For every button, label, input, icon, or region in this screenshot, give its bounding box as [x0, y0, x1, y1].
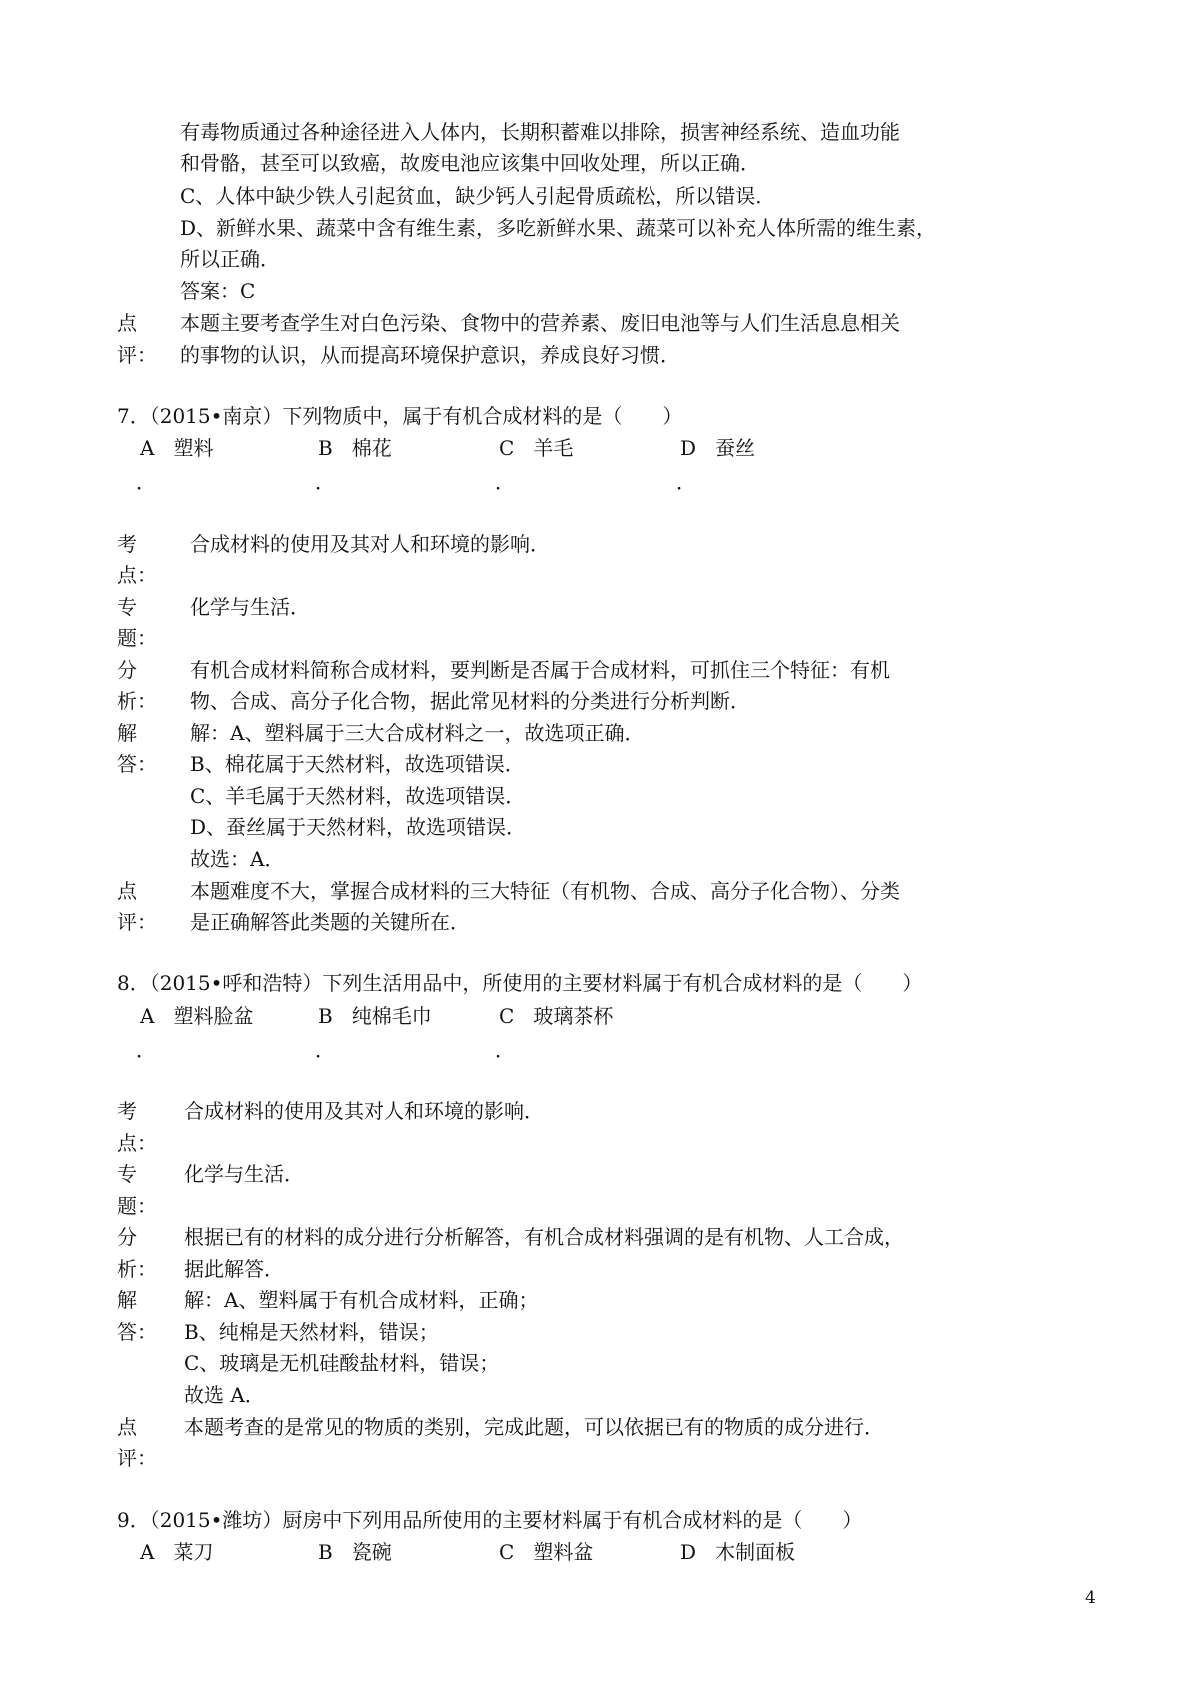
dianping-label: 评：	[117, 1446, 157, 1470]
fenxi-label: 分	[117, 1225, 137, 1249]
option-dot: ．	[676, 470, 696, 494]
dianping-label: 点	[117, 1415, 137, 1439]
kaodian-label: 点：	[117, 563, 157, 587]
dianping-text: 是正确解答此类题的关键所在．	[190, 910, 470, 934]
zhuanti-text: 化学与生活．	[184, 1162, 304, 1186]
kaodian-text: 合成材料的使用及其对人和环境的影响．	[184, 1099, 544, 1123]
fenxi-text: 物、合成、高分子化合物，据此常见材料的分类进行分析判断．	[190, 689, 750, 713]
zhuanti-text: 化学与生活．	[190, 595, 310, 619]
option-c: C 羊毛	[499, 436, 574, 460]
text-line: 所以正确．	[180, 247, 280, 271]
comment-text: 的事物的认识，从而提高环境保护意识，养成良好习惯．	[180, 343, 680, 367]
question-stem: 9．（2015•潍坊）厨房中下列用品所使用的主要材料属于有机合成材料的是（ ）	[117, 1508, 863, 1532]
option-c: C 塑料盆	[499, 1540, 594, 1564]
zhuanti-label: 题：	[117, 1194, 157, 1218]
answer-line: 答案：C	[180, 279, 256, 303]
text-line: 和骨骼，甚至可以致癌，故废电池应该集中回收处理，所以正确．	[180, 151, 760, 175]
comment-label: 评：	[117, 343, 157, 367]
jieda-label: 答：	[117, 752, 157, 776]
text-line: C、人体中缺少铁人引起贫血，缺少钙人引起骨质疏松，所以错误．	[180, 184, 776, 208]
question-stem: 7．（2015•南京）下列物质中，属于有机合成材料的是（ ）	[117, 404, 683, 428]
fenxi-label: 分	[117, 658, 137, 682]
fenxi-text: 有机合成材料简称合成材料，要判断是否属于合成材料，可抓住三个特征：有机	[190, 658, 890, 682]
jieda-text: 故选：A．	[190, 847, 285, 871]
option-d: D 蚕丝	[680, 436, 756, 460]
jieda-text: C、羊毛属于天然材料，故选项错误．	[190, 784, 526, 808]
option-dot: ．	[315, 470, 335, 494]
question-stem: 8．（2015•呼和浩特）下列生活用品中，所使用的主要材料属于有机合成材料的是（ ）	[117, 971, 923, 995]
option-dot: ．	[495, 470, 515, 494]
dianping-label: 点	[117, 879, 137, 903]
jieda-text: B、棉花属于天然材料，故选项错误．	[190, 752, 525, 776]
option-a: A 菜刀	[140, 1540, 214, 1564]
jieda-text: C、玻璃是无机硅酸盐材料，错误；	[184, 1351, 500, 1375]
zhuanti-label: 专	[117, 595, 137, 619]
comment-label: 点	[117, 311, 137, 335]
zhuanti-label: 专	[117, 1162, 137, 1186]
option-b: B 棉花	[318, 436, 392, 460]
jieda-label: 答：	[117, 1320, 157, 1344]
jieda-text: 故选 A．	[184, 1383, 265, 1407]
kaodian-label: 考	[117, 532, 137, 556]
dianping-text: 本题考查的是常见的物质的类别，完成此题，可以依据已有的物质的成分进行．	[184, 1415, 884, 1439]
zhuanti-label: 题：	[117, 626, 157, 650]
kaodian-text: 合成材料的使用及其对人和环境的影响．	[190, 532, 550, 556]
jieda-text: D、蚕丝属于天然材料，故选项错误．	[190, 815, 527, 839]
option-b: B 瓷碗	[318, 1540, 392, 1564]
option-c: C 玻璃茶杯	[499, 1004, 614, 1028]
text-line: D、新鲜水果、蔬菜中含有维生素，多吃新鲜水果、蔬菜可以补充人体所需的维生素，	[180, 216, 937, 240]
fenxi-text: 根据已有的材料的成分进行分析解答，有机合成材料强调的是有机物、人工合成，	[184, 1225, 904, 1249]
kaodian-label: 考	[117, 1099, 137, 1123]
option-dot: ．	[495, 1038, 515, 1062]
jieda-label: 解	[117, 721, 137, 745]
option-dot: ．	[315, 1038, 335, 1062]
option-a: A 塑料脸盆	[140, 1004, 254, 1028]
dianping-text: 本题难度不大，掌握合成材料的三大特征（有机物、合成、高分子化合物）、分类	[190, 879, 900, 903]
page-number: 4	[1085, 1588, 1096, 1608]
option-dot: ．	[136, 1038, 156, 1062]
jieda-text: B、纯棉是天然材料，错误；	[184, 1320, 439, 1344]
option-a: A 塑料	[140, 436, 214, 460]
option-dot: ．	[136, 470, 156, 494]
dianping-label: 评：	[117, 910, 157, 934]
comment-text: 本题主要考查学生对白色污染、食物中的营养素、废旧电池等与人们生活息息相关	[180, 311, 900, 335]
jieda-text: 解：A、塑料属于三大合成材料之一，故选项正确．	[190, 721, 645, 745]
kaodian-label: 点：	[117, 1131, 157, 1155]
jieda-text: 解：A、塑料属于有机合成材料，正确；	[184, 1288, 539, 1312]
fenxi-label: 析：	[117, 689, 157, 713]
fenxi-label: 析：	[117, 1257, 157, 1281]
text-line: 有毒物质通过各种途径进入人体内，长期积蓄难以排除，损害神经系统、造血功能	[180, 120, 900, 144]
option-b: B 纯棉毛巾	[318, 1004, 432, 1028]
fenxi-text: 据此解答．	[184, 1257, 284, 1281]
option-d: D 木制面板	[680, 1540, 796, 1564]
jieda-label: 解	[117, 1288, 137, 1312]
